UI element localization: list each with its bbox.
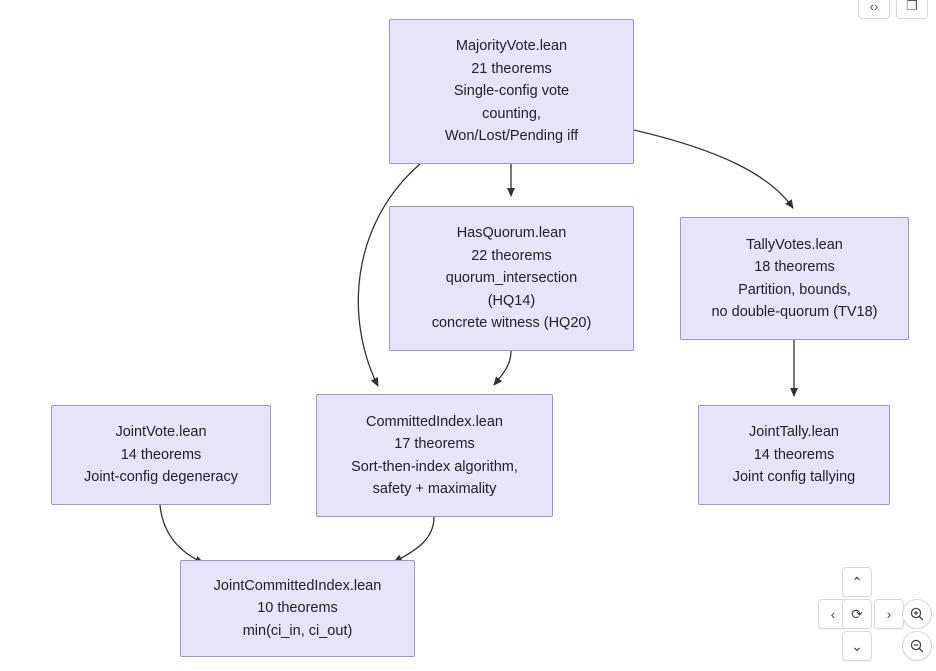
node-line: HasQuorum.lean	[456, 225, 567, 242]
node-jointcommittedindex[interactable]	[180, 560, 415, 657]
node-line: JointVote.lean	[115, 424, 207, 441]
node-line: 18 theorems	[754, 259, 835, 275]
copy-icon[interactable]: ❐	[896, 0, 928, 19]
pan-left-button[interactable]: ‹	[818, 599, 848, 629]
node-line: 10 theorems	[257, 600, 338, 617]
node-tallyvotes[interactable]	[680, 217, 909, 340]
node-line: 17 theorems	[394, 436, 475, 452]
node-line: concrete witness (HQ20)	[431, 315, 592, 332]
node-line: TallyVotes.lean	[746, 236, 843, 253]
node-majorityvote[interactable]	[389, 19, 634, 164]
node-line: 21 theorems	[471, 60, 552, 77]
node-line: no double-quorum (TV18)	[711, 304, 878, 320]
node-hasquorum[interactable]	[389, 206, 634, 351]
diagram-toolbar[interactable]	[858, 0, 928, 19]
node-line: JointCommittedIndex.lean	[213, 577, 382, 594]
pan-zoom-controls[interactable]	[818, 567, 928, 663]
node-line: Sort-then-index algorithm,	[351, 458, 518, 475]
node-line: 14 theorems	[120, 446, 202, 463]
node-line: Single-config vote	[453, 83, 570, 100]
pan-right-button[interactable]: ›	[874, 599, 904, 629]
pan-down-button[interactable]: ⌄	[842, 631, 872, 661]
node-line: 14 theorems	[753, 446, 835, 463]
edge-jointvote-jointcommittedindex	[160, 505, 203, 563]
pan-up-button[interactable]: ⌃	[842, 567, 872, 597]
node-line: MajorityVote.lean	[455, 38, 568, 55]
node-line: Won/Lost/Pending iff	[444, 128, 579, 145]
edge-hasquorum-committedindex	[494, 351, 511, 385]
zoom-out-icon[interactable]	[902, 631, 932, 661]
node-line: (HQ14)	[487, 292, 536, 309]
magnifier-plus-icon	[909, 606, 925, 622]
node-line: Joint config tallying	[732, 469, 856, 486]
reset-view-button[interactable]: ⟳	[842, 599, 872, 629]
code-icon[interactable]: ‹›	[858, 0, 890, 19]
node-line: JointTally.lean	[748, 424, 839, 441]
magnifier-minus-icon	[909, 638, 925, 654]
edge-committedindex-jointcommittedindex	[394, 517, 434, 562]
zoom-in-icon[interactable]	[902, 599, 932, 629]
node-line: Joint-config degeneracy	[84, 469, 238, 486]
node-committedindex[interactable]	[316, 394, 553, 517]
node-line: safety + maximality	[372, 481, 497, 497]
edge-majorityvote-tallyvotes	[634, 130, 793, 208]
node-line: quorum_intersection	[445, 270, 578, 287]
node-jointvote[interactable]	[51, 405, 271, 505]
node-jointtally[interactable]	[698, 405, 890, 505]
node-line: 22 theorems	[471, 247, 552, 264]
node-line: min(ci_in, ci_out)	[242, 622, 353, 639]
node-line: CommittedIndex.lean	[365, 413, 503, 430]
node-line: Partition, bounds,	[738, 281, 851, 298]
node-line: counting,	[482, 105, 541, 122]
